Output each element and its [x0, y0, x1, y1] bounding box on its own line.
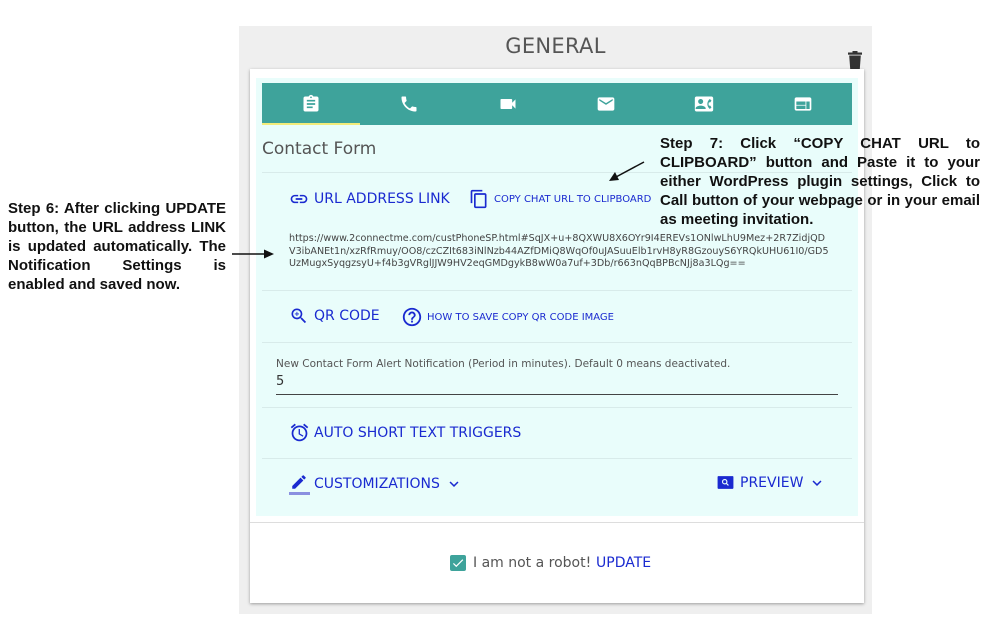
update-button[interactable]: UPDATE — [596, 555, 652, 571]
not-a-robot-label: I am not a robot! — [473, 555, 592, 571]
chevron-down-icon — [808, 474, 826, 492]
preview-button[interactable] — [716, 473, 826, 492]
alarm-clock-icon — [289, 422, 310, 443]
alert-notification-input[interactable]: 5 — [276, 374, 838, 395]
tab-contact-form[interactable] — [262, 83, 360, 125]
tab-contact-card[interactable] — [655, 83, 753, 125]
web-icon — [793, 94, 813, 114]
preview-label: PREVIEW — [740, 474, 804, 491]
pencil-icon — [289, 473, 309, 491]
qr-code-button[interactable] — [289, 306, 380, 326]
how-to-save-qr-button[interactable] — [401, 306, 614, 328]
divider — [262, 342, 852, 343]
clipboard-icon — [301, 94, 321, 114]
phone-icon — [399, 94, 419, 114]
trash-icon[interactable] — [848, 51, 862, 69]
tab-bar — [262, 83, 852, 125]
step-6-arrow — [230, 248, 276, 260]
chevron-down-icon — [445, 475, 463, 493]
copy-icon — [469, 188, 489, 210]
pencil-underline — [289, 492, 310, 495]
tab-video[interactable] — [459, 83, 557, 125]
panel-title: GENERAL — [505, 34, 606, 58]
auto-short-text-triggers-label: AUTO SHORT TEXT TRIGGERS — [314, 424, 522, 441]
tab-web[interactable] — [753, 83, 851, 125]
video-icon — [498, 94, 518, 114]
captcha-row — [450, 555, 591, 571]
divider — [262, 458, 852, 459]
copy-chat-url-label: COPY CHAT URL TO CLIPBOARD — [494, 193, 652, 205]
step-6-annotation: Step 6: After clicking UPDATE button, the URL address LINK is updated automatically. The Notification Settings is enabled and saved now. — [8, 200, 226, 293]
link-icon — [289, 189, 309, 209]
footer-divider — [250, 522, 864, 523]
step-7-arrow — [606, 159, 648, 185]
divider — [262, 290, 852, 291]
email-icon — [596, 94, 616, 114]
customizations-button[interactable] — [289, 473, 463, 495]
copy-chat-url-button[interactable] — [469, 188, 651, 210]
auto-short-text-triggers-button[interactable] — [289, 422, 521, 443]
image-search-icon — [716, 473, 735, 492]
not-a-robot-checkbox[interactable] — [450, 555, 466, 571]
url-address-link-label: URL ADDRESS LINK — [314, 191, 450, 207]
chat-url-text: https://www.2connectme.com/custPhoneSP.html#SqJX+u+8QXWU8X6OYr9I4EREVs1ONlwLhU9Mez+2R7ZidjQDV3ibANEt1n/xzRfRmuy/OO8/czCZIt683iNlNzb44AZfDMiQ8WqOf0uJASuuElb1rvH8yR8GzouyS6YRQkUHU61I0/GD5UzMugxSyqgzsyU+f4b3gVRglJJW9HV2eqGMDgykB8wW0a7uf+3Db/r663nQqBPBcNJj8a3LQg== — [289, 233, 829, 269]
divider — [262, 407, 852, 408]
tab-email[interactable] — [557, 83, 655, 125]
url-address-link-button[interactable] — [289, 189, 450, 209]
alert-notification-label: New Contact Form Alert Notification (Period in minutes). Default 0 means deactivated. — [276, 358, 731, 370]
zoom-in-icon — [289, 306, 309, 326]
step-7-annotation: Step 7: Click “COPY CHAT URL to CLIPBOARD” button and Paste it to your either WordPress plugin settings, Click to Call button of your webpage or in your email as meeting invitation. — [660, 135, 980, 228]
help-circle-icon — [401, 306, 423, 328]
customizations-label: CUSTOMIZATIONS — [314, 476, 440, 492]
how-to-save-qr-label: HOW TO SAVE COPY QR CODE IMAGE — [427, 311, 614, 323]
checkmark-icon — [451, 556, 465, 570]
section-title: Contact Form — [262, 139, 377, 159]
contact-card-icon — [694, 94, 714, 114]
qr-code-label: QR CODE — [314, 308, 380, 324]
tab-phone[interactable] — [360, 83, 458, 125]
